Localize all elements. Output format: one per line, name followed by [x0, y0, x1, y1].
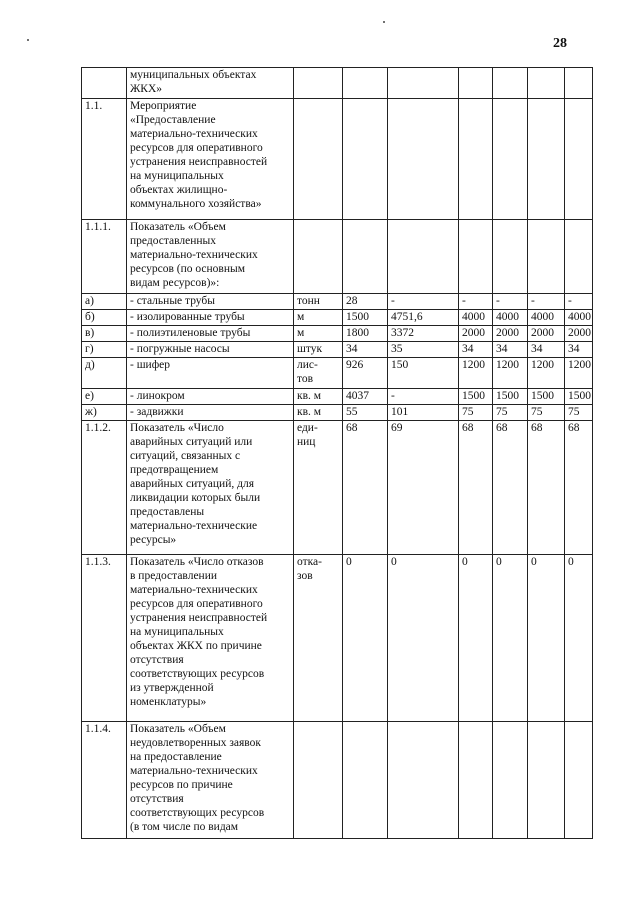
value-cell: 0	[528, 555, 565, 722]
value-cell: 1200	[565, 358, 593, 389]
value-cell: 2000	[493, 326, 528, 342]
table-row	[82, 405, 593, 421]
value-cell	[343, 220, 388, 294]
table-row	[82, 326, 593, 342]
value-cell: 4000	[459, 310, 493, 326]
value-cell: 0	[388, 555, 459, 722]
table-row	[82, 294, 593, 310]
table-row	[82, 722, 593, 839]
row-name: - задвижки	[127, 405, 294, 421]
value-cell: -	[388, 389, 459, 405]
value-cell: 2000	[528, 326, 565, 342]
row-number: д)	[82, 358, 127, 389]
row-unit	[294, 220, 343, 294]
value-cell: 34	[528, 342, 565, 358]
value-cell	[343, 68, 388, 99]
value-cell: 34	[493, 342, 528, 358]
value-cell: 1200	[459, 358, 493, 389]
row-unit: м	[294, 310, 343, 326]
value-cell	[493, 722, 528, 839]
row-name: муниципальных объектах ЖКХ»	[127, 68, 294, 99]
value-cell: 1500	[343, 310, 388, 326]
value-cell: 0	[565, 555, 593, 722]
row-name: Показатель «Число отказов в предоставлении материально-технических ресурсов для оперативного устранения неисправностей на муниципальных объектах ЖКХ по причине отсутствия соответствующих ресурсов из утвержденной номенклатуры»	[127, 555, 294, 722]
row-name: Показатель «Число аварийных ситуаций или ситуаций, связанных с предотвращением аварийных ситуаций, для ликвидации которых были предоставлены материально-технические ресурсы»	[127, 421, 294, 555]
row-name: Мероприятие «Предоставление материально-технических ресурсов для оперативного устранения неисправностей на муниципальных объектах жилищно- коммунального хозяйства»	[127, 99, 294, 220]
value-cell: 75	[528, 405, 565, 421]
value-cell	[565, 99, 593, 220]
value-cell	[459, 68, 493, 99]
value-cell	[528, 220, 565, 294]
row-unit: тонн	[294, 294, 343, 310]
table-row	[82, 421, 593, 555]
value-cell: 4000	[565, 310, 593, 326]
row-number: ж)	[82, 405, 127, 421]
value-cell: 0	[459, 555, 493, 722]
value-cell: 75	[565, 405, 593, 421]
value-cell: 1200	[528, 358, 565, 389]
value-cell: 0	[343, 555, 388, 722]
value-cell: 4751,6	[388, 310, 459, 326]
value-cell	[343, 722, 388, 839]
row-number: 1.1.4.	[82, 722, 127, 839]
row-number: 1.1.	[82, 99, 127, 220]
row-name: - линокром	[127, 389, 294, 405]
value-cell	[493, 68, 528, 99]
indicator-table	[81, 67, 593, 839]
value-cell: 28	[343, 294, 388, 310]
value-cell: 68	[565, 421, 593, 555]
row-unit: кв. м	[294, 389, 343, 405]
value-cell: 34	[343, 342, 388, 358]
row-name: Показатель «Объем предоставленных материально-технических ресурсов (по основным видам ресурсов)»:	[127, 220, 294, 294]
value-cell: 926	[343, 358, 388, 389]
value-cell	[459, 220, 493, 294]
value-cell: 1500	[459, 389, 493, 405]
table-row	[82, 389, 593, 405]
value-cell: 150	[388, 358, 459, 389]
row-name: - полиэтиленовые трубы	[127, 326, 294, 342]
value-cell: 101	[388, 405, 459, 421]
row-name: Показатель «Объем неудовлетворенных заявок на предоставление материально-технических ресурсов по причине отсутствия соответствующих ресурсов (в том числе по видам	[127, 722, 294, 839]
table-row	[82, 68, 593, 99]
scan-speck	[27, 39, 29, 41]
row-number	[82, 68, 127, 99]
value-cell	[459, 99, 493, 220]
value-cell: 75	[459, 405, 493, 421]
value-cell	[388, 99, 459, 220]
value-cell	[528, 722, 565, 839]
value-cell: 69	[388, 421, 459, 555]
value-cell	[388, 220, 459, 294]
row-unit	[294, 99, 343, 220]
table-row	[82, 342, 593, 358]
value-cell	[528, 68, 565, 99]
row-number: в)	[82, 326, 127, 342]
value-cell	[343, 99, 388, 220]
value-cell: 68	[493, 421, 528, 555]
row-unit: м	[294, 326, 343, 342]
value-cell: 2000	[459, 326, 493, 342]
row-number: а)	[82, 294, 127, 310]
value-cell: 2000	[565, 326, 593, 342]
row-number: 1.1.2.	[82, 421, 127, 555]
row-unit: кв. м	[294, 405, 343, 421]
row-number: б)	[82, 310, 127, 326]
row-name: - погружные насосы	[127, 342, 294, 358]
value-cell: -	[493, 294, 528, 310]
value-cell: 34	[459, 342, 493, 358]
value-cell: 1500	[565, 389, 593, 405]
row-unit: штук	[294, 342, 343, 358]
value-cell	[388, 68, 459, 99]
value-cell: 35	[388, 342, 459, 358]
row-unit: еди- ниц	[294, 421, 343, 555]
row-unit: отка- зов	[294, 555, 343, 722]
value-cell: 68	[343, 421, 388, 555]
row-unit	[294, 68, 343, 99]
value-cell: 4000	[528, 310, 565, 326]
table-row	[82, 358, 593, 389]
value-cell: -	[459, 294, 493, 310]
value-cell: 0	[493, 555, 528, 722]
value-cell: 4000	[493, 310, 528, 326]
row-name: - изолированные трубы	[127, 310, 294, 326]
page-number: 28	[553, 36, 567, 51]
value-cell: -	[388, 294, 459, 310]
value-cell: 1500	[528, 389, 565, 405]
value-cell	[493, 220, 528, 294]
row-name: - шифер	[127, 358, 294, 389]
table-row	[82, 99, 593, 220]
row-number: г)	[82, 342, 127, 358]
value-cell	[565, 68, 593, 99]
row-unit	[294, 722, 343, 839]
value-cell: 55	[343, 405, 388, 421]
value-cell: 1200	[493, 358, 528, 389]
value-cell: 68	[459, 421, 493, 555]
row-unit: лис- тов	[294, 358, 343, 389]
value-cell: 75	[493, 405, 528, 421]
value-cell	[493, 99, 528, 220]
table-row	[82, 220, 593, 294]
value-cell: 34	[565, 342, 593, 358]
value-cell	[388, 722, 459, 839]
row-name: - стальные трубы	[127, 294, 294, 310]
value-cell: 68	[528, 421, 565, 555]
value-cell: 1800	[343, 326, 388, 342]
row-number: 1.1.3.	[82, 555, 127, 722]
row-number: 1.1.1.	[82, 220, 127, 294]
table-row	[82, 555, 593, 722]
row-number: е)	[82, 389, 127, 405]
value-cell: 4037	[343, 389, 388, 405]
value-cell: 3372	[388, 326, 459, 342]
value-cell	[459, 722, 493, 839]
value-cell: -	[528, 294, 565, 310]
value-cell	[565, 722, 593, 839]
value-cell: 1500	[493, 389, 528, 405]
value-cell	[528, 99, 565, 220]
table-row	[82, 310, 593, 326]
scan-speck	[383, 21, 385, 23]
value-cell	[565, 220, 593, 294]
value-cell: -	[565, 294, 593, 310]
